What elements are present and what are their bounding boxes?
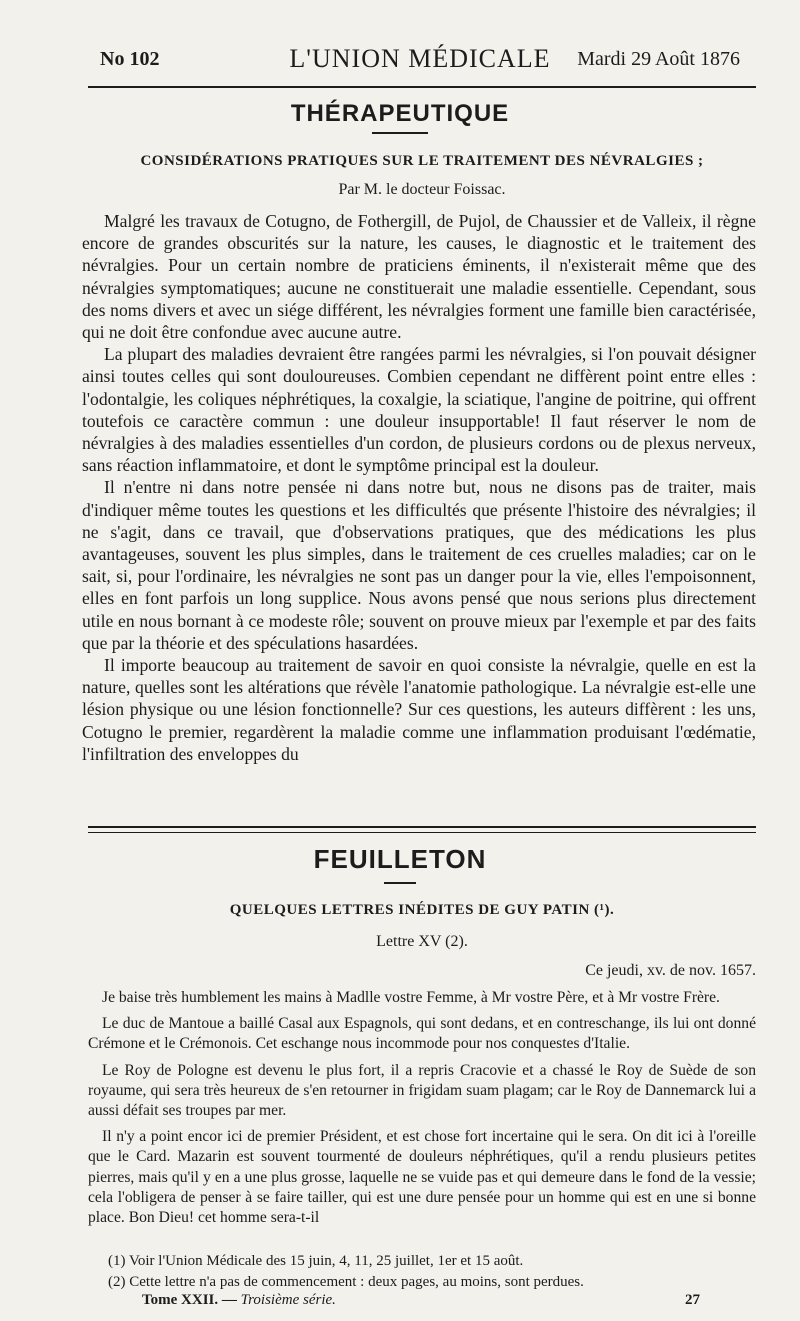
page-footer	[142, 1292, 700, 1314]
volume-info	[142, 1292, 336, 1309]
feuilleton-subtitle: QUELQUES LETTRES INÉDITES DE GUY PATIN (¹).	[229, 902, 615, 918]
footnote: (2) Cette lettre n'a pas de commencement : deux pages, au moins, sont perdues.	[108, 1274, 584, 1290]
letter-paragraph: Le Roy de Pologne est devenu le plus fort, il a repris Cracovie et a chassé le Roy de Suède de son royaume, qui sera très heureux de s'en retourner in frigidam suam plagam; car le Roy de Dannemarck lui a aussi défait ses troupes par mer.	[88, 1061, 756, 1120]
page-header	[100, 40, 740, 80]
feuilleton-short-rule	[384, 882, 416, 884]
article-paragraph: La plupart des maladies devraient être rangées parmi les névralgies, si l'on pouvait désigner ainsi toutes celles qui sont douloureuses. Combien cependant ne diffèrent point entre elles : l'odontalgie, les coliques néphrétiques, la coxalgie, la sciatique, l'angine de poitrine, qui offrent toutefois ce caractère commun : une douleur insupportable! Il faut réserver le nom de névralgies à des maladies essentielles d'un cordon, de plusieurs cordons ou de plexus nerveux, sans réaction inflammatoire, et dont le symptôme principal est la douleur.	[82, 344, 756, 476]
issue-number: No 102	[100, 48, 160, 70]
volume-label: Tome XXII. —	[142, 1292, 241, 1308]
feuilleton-rule-top	[88, 826, 756, 828]
section-rule	[372, 132, 428, 134]
article-title: CONSIDÉRATIONS PRATIQUES SUR LE TRAITEMENT DES NÉVRALGIES ;	[140, 153, 704, 169]
letter-paragraph: Il n'y a point encor ici de premier Président, et est chose fort incertaine qui le sera. On dit ici à l'oreille que le Card. Mazarin est souvent tourmenté de douleurs néphrétiques, qu'il a rendu plusieurs petites pierres, mais qu'il y en a une plus grosse, laquelle ne se vuide pas et qui demeure dans le fond de la vessie; cela l'obligera de penser à se faire tailler, qui est une dure pensée pour un homme qui est en une si bonne place. Bon Dieu! cet homme sera-t-il	[88, 1128, 756, 1227]
letter-number: Lettre XV (2).	[376, 933, 468, 950]
series-label: Troisième série.	[240, 1292, 336, 1308]
letter-date: Ce jeudi, xv. de nov. 1657.	[585, 962, 756, 979]
journal-title: L'UNION MÉDICALE	[289, 44, 551, 73]
article-body	[82, 210, 756, 765]
article-paragraph: Malgré les travaux de Cotugno, de Fothergill, de Pujol, de Chaussier et de Valleix, il règne encore de grandes obscurités sur la nature, les causes, le diagnostic et le traitement des névralgies. Pour un certain nombre de praticiens éminents, il n'existerait même que des névralgies symptomatiques; aucune ne constituerait une maladie essentielle. Cependant, sous des noms divers et avec un siége différent, les névralgies forment une famille bien caractérisée, qui ne doit être confondue avec aucune autre.	[82, 211, 756, 343]
feuilleton-title: FEUILLETON	[313, 844, 487, 874]
article-paragraph: Il n'entre ni dans notre pensée ni dans notre but, nous ne disons pas de traiter, mais d'indiquer même toutes les questions et les difficultés que présente l'histoire des névralgies; il ne s'agit, dans ce travail, que d'observations pratiques, que des médications les plus avantageuses, souvent les plus simples, dans le traitement de ces cruelles maladies; car on le sait, si, pour l'ordinaire, les névralgies ne sont pas un danger pour la vie, elles l'empoisonnent, elles en font parfois un long supplice. Nous avons pensé que nous serions plus directement utile en nous bornant à ce modeste rôle; souvent on prouve mieux par l'exemple et par des faits que par la théorie et des spéculations hasardées.	[82, 477, 756, 653]
feuilleton-rule-bottom	[88, 832, 756, 833]
letter-paragraph: Le duc de Mantoue a baillé Casal aux Espagnols, qui sont dedans, et en contreschange, ils lui ont donné Crémone et le Crémonois. Cet eschange nous incommode pour nos conquestes d'Italie.	[88, 1015, 756, 1053]
article-paragraph: Il importe beaucoup au traitement de savoir en quoi consiste la névralgie, quelle en est la nature, quelles sont les altérations que révèle l'anatomie pathologique. La névralgie est-elle une lésion physique ou une lésion fonctionnelle? Sur ces questions, les auteurs diffèrent : les uns, Cotugno le premier, regardèrent la maladie comme une inflammation produisant l'œdématie, l'infiltration des enveloppes du	[82, 655, 756, 764]
issue-date: Mardi 29 Août 1876	[577, 48, 740, 70]
footnote: (1) Voir l'Union Médicale des 15 juin, 4, 11, 25 juillet, 1er et 15 août.	[108, 1253, 524, 1269]
section-title: THÉRAPEUTIQUE	[290, 100, 510, 127]
page-number: 27	[685, 1292, 700, 1308]
header-rule	[88, 86, 756, 88]
letter-paragraph: Je baise très humblement les mains à Madlle vostre Femme, à Mr vostre Père, et à Mr vostre Frère.	[102, 989, 720, 1006]
article-byline: Par M. le docteur Foissac.	[338, 181, 506, 198]
footnotes	[108, 1251, 748, 1293]
feuilleton-body	[88, 988, 756, 1234]
